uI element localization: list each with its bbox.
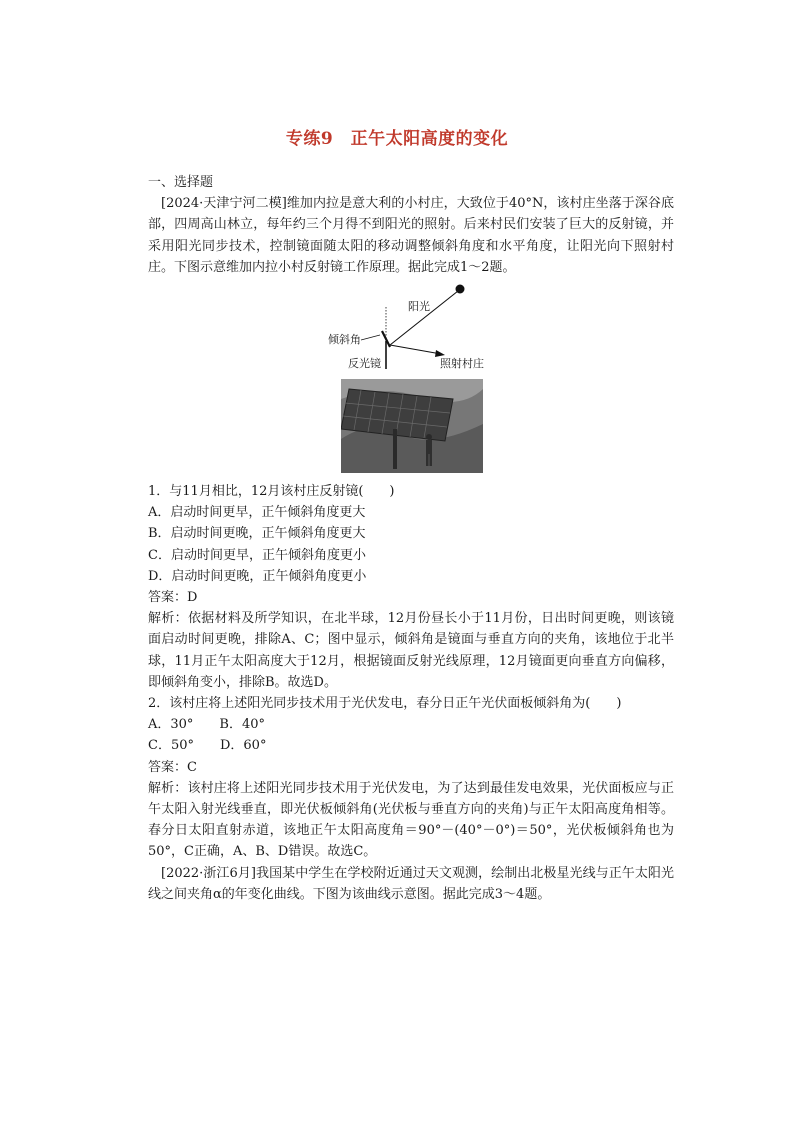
content (148, 172, 674, 905)
mirror-diagram (328, 281, 503, 373)
question-1-option-d: D．启动时间更晚，正午倾斜角度更小 (148, 568, 367, 584)
label-tilt-angle: 倾斜角 (328, 333, 361, 347)
label-sunlight: 阳光 (408, 300, 430, 314)
question-2-stem: 2．该村庄将上述阳光同步技术用于光伏发电，春分日正午光伏面板倾斜角为( ) (148, 696, 622, 712)
question-1-answer: 答案：D (148, 590, 198, 606)
question-1-stem: 1．与11月相比，12月该村庄反射镜( ) (148, 484, 395, 500)
question-2-answer: 答案：C (148, 759, 197, 775)
question-1-option-a: A．启动时间更早，正午倾斜角度更大 (148, 505, 366, 521)
label-village: 照射村庄 (440, 357, 484, 371)
label-mirror: 反光镜 (348, 357, 381, 371)
question-2-options-row1: A．30° B．40° (148, 717, 266, 733)
question-2-analysis: 解析：该村庄将上述阳光同步技术用于光伏发电，为了达到最佳发电效果，光伏面板应与正午太阳入射光线垂直，即光伏板倾斜角(光伏板与垂直方向的夹角)与正午太阳高度角相等。春分日太阳直射赤道，该地正午太阳高度角＝90°－(40°－0°)＝50°，光伏板倾斜角也为50°，C正确，A、B、D错误。故选C。 (148, 780, 674, 860)
page-title: 专练9 正午太阳高度的变化 (285, 129, 509, 149)
question-2-options-row2: C．50° D．60° (148, 738, 267, 754)
figure-mirror (148, 281, 674, 477)
question-1-analysis: 解析：依据材料及所学知识，在北半球，12月份昼长小于11月份，日出时间更晚，则该镜面启动时间更晚，排除A、C；图中显示，倾斜角是镜面与垂直方向的夹角，该地位于北半球，11月正午太阳高度大于12月，根据镜面反射光线原理，12月镜面更向垂直方向偏移，即倾斜角变小，排除B。故选D。 (148, 611, 674, 690)
mirror-photo-image (341, 379, 483, 473)
tilt-leader-line (361, 335, 380, 340)
intro-paragraph-2: [2022·浙江6月]我国某中学生在学校附近通过天文观测，绘制出北极星光线与正午太阳光线之间夹角α的年变化曲线。下图为该曲线示意图。据此完成3～4题。 (148, 865, 674, 902)
arrow-head-icon (435, 350, 445, 357)
intro-paragraph-1: [2024·天津宁河二模]维加内拉是意大利的小村庄，大致位于40°N，该村庄坐落于深谷底部，四周高山林立，每年约三个月得不到阳光的照射。后来村民们安装了巨大的反射镜，并采用阳光同步技术，控制镜面随太阳的移动调整倾斜角度和水平角度，让阳光向下照射村庄。下图示意维加内拉小村反射镜工作原理。据此完成1～2题。 (148, 196, 674, 275)
section-heading: 一、选择题 (148, 175, 214, 190)
mirror-photo (341, 379, 483, 473)
reflected-ray (390, 345, 441, 354)
question-1-option-b: B．启动时间更晚，正午倾斜角度更大 (148, 526, 366, 542)
question-1-option-c: C．启动时间更早，正午倾斜角度更小 (148, 547, 366, 563)
